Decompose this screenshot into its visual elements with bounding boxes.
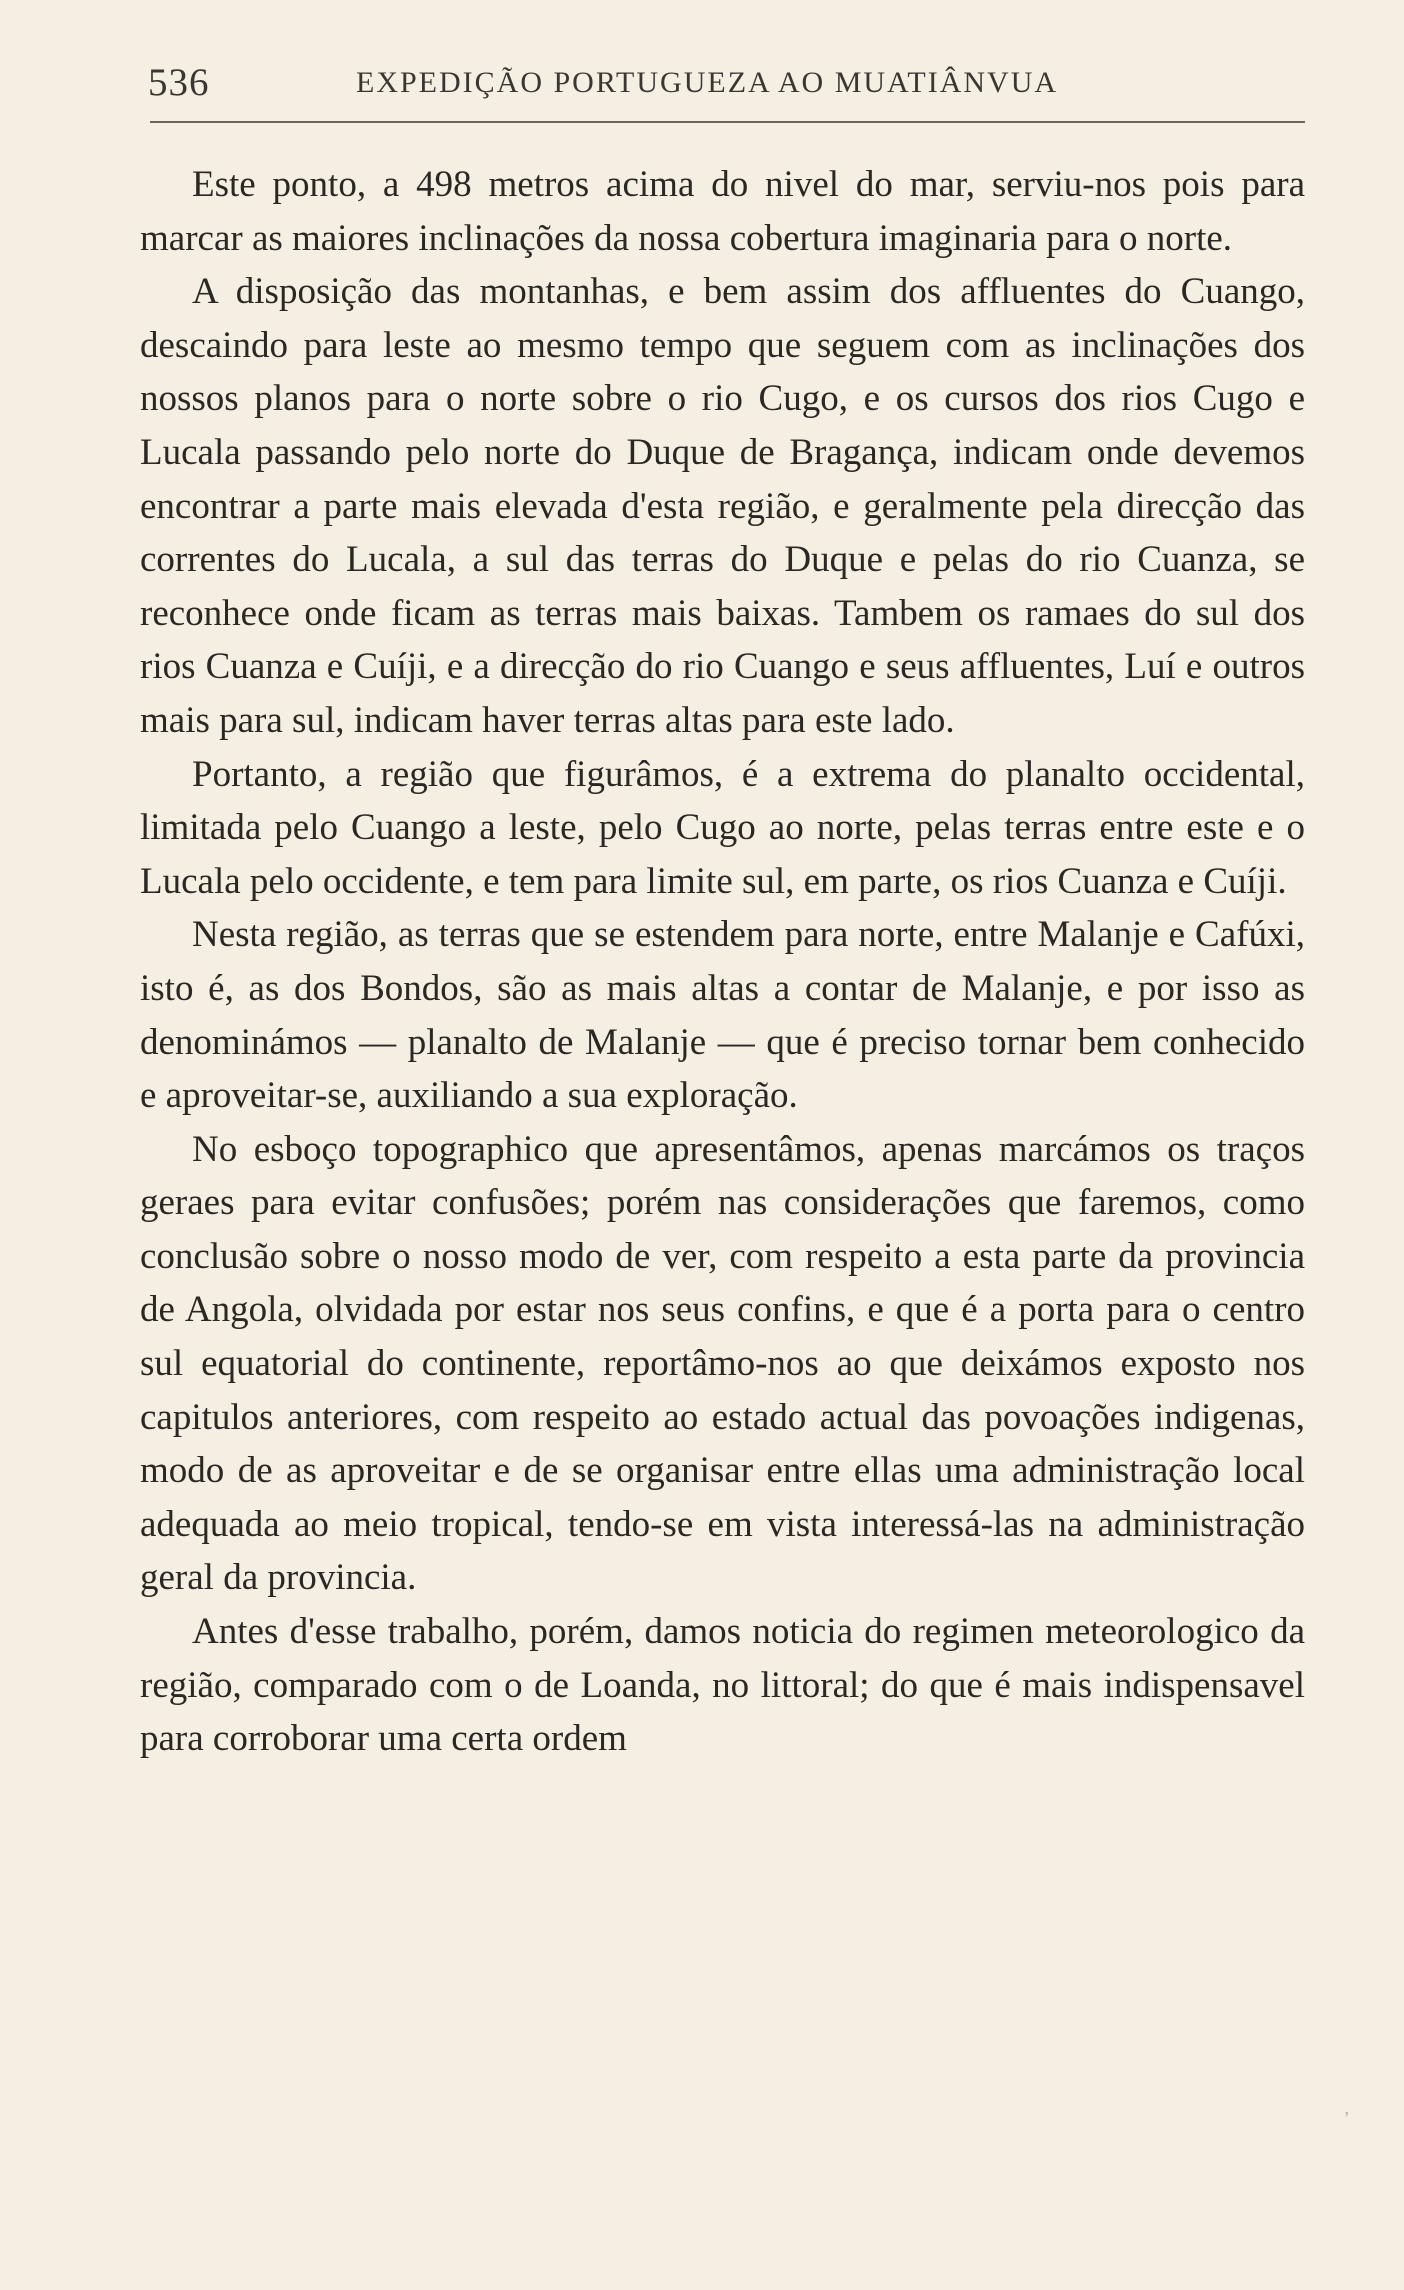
header-rule (150, 121, 1305, 123)
paragraph: Este ponto, a 498 metros acima do nivel do mar, serviu-nos pois para marcar as maiores inclinações da nossa cobertura imaginaria para o norte. (140, 164, 1305, 259)
paragraph: No esboço topographico que apresentâmos, apenas marcámos os traços geraes para evitar confusões; porém nas considerações que faremos, como conclusão sobre o nosso modo de ver, com respeito a esta parte da provincia de Angola, olvidada por estar nos seus confins, e que é a porta para o centro sul equatorial do continente, reportâmo-nos ao que deixámos exposto nos capitulos anteriores, com respeito ao estado actual das povoações indigenas, modo de as aproveitar e de se organisar entre ellas uma administração local adequada ao meio tropical, tendo-se em vista interessá-las na administração geral da provincia. (140, 1128, 1305, 1599)
running-title: EXPEDIÇÃO PORTUGUEZA AO MUATIÂNVUA (356, 66, 1059, 99)
page-number: 536 (148, 61, 210, 104)
paragraph: A disposição das montanhas, e bem assim dos affluentes do Cuango, descaindo para leste ao mesmo tempo que seguem com as inclinações dos nossos planos para o norte sobre o rio Cugo, e os cursos dos rios Cugo e Lucala passando pelo norte do Duque de Bragança, indicam onde devemos encontrar a parte mais elevada d'esta região, e geralmente pela direcção das correntes do Lucala, a sul das terras do Duque e pelas do rio Cuanza, se reconhece onde ficam as terras mais baixas. Tambem os ramaes do sul dos rios Cuanza e Cuíji, e a direcção do rio Cuango e seus affluentes, Luí e outros mais para sul, indicam haver terras altas para este lado. (140, 271, 1305, 741)
paragraph: Antes d'esse trabalho, porém, damos noticia do regimen meteorologico da região, comparado com o de Loanda, no littoral; do que é mais indispensavel para corroborar uma certa ordem (140, 1611, 1305, 1760)
margin-mark: , (1344, 2098, 1349, 2118)
running-head (140, 52, 1305, 112)
body-text (140, 158, 1305, 1766)
paragraph: Nesta região, as terras que se estendem para norte, entre Malanje e Cafúxi, isto é, as dos Bondos, são as mais altas a contar de Malanje, e por isso as denominámos — planalto de Malanje — que é preciso tornar bem conhecido e aproveitar-se, auxiliando a sua exploração. (140, 914, 1305, 1117)
paragraph: Portanto, a região que figurâmos, é a extrema do planalto occidental, limitada pelo Cuango a leste, pelo Cugo ao norte, pelas terras entre este e o Lucala pelo occidente, e tem para limite sul, em parte, os rios Cuanza e Cuíji. (140, 753, 1305, 902)
